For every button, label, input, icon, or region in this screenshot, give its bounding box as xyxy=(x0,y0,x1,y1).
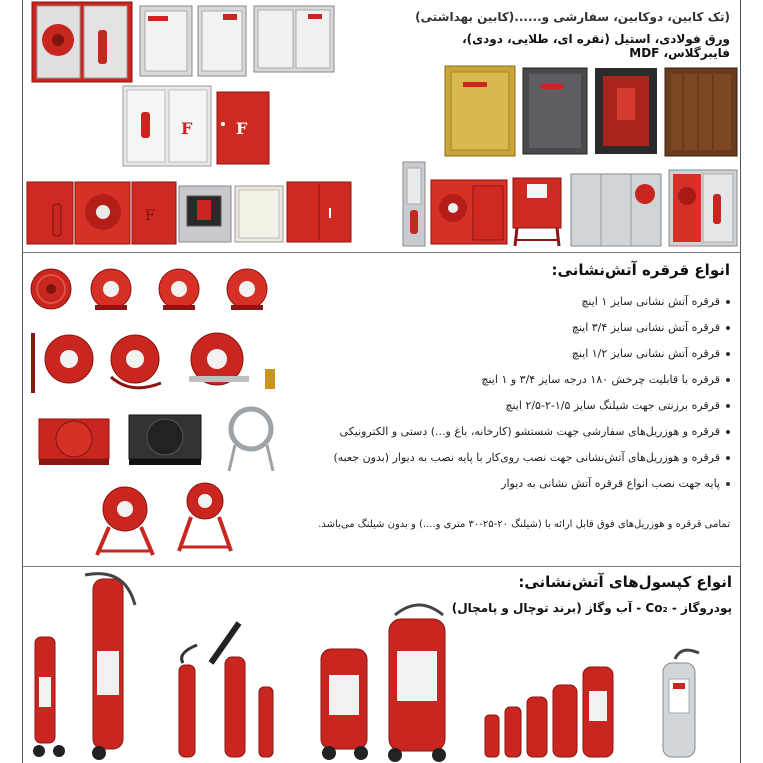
red-cabinet-image xyxy=(217,92,269,164)
portable-reel-stand-image-1 xyxy=(97,487,153,555)
list-item: قرقره آتش نشانی سایز ۱ اینچ xyxy=(310,289,730,315)
stainless-water-gas-extinguisher-image xyxy=(663,650,699,757)
tall-steel-cabinet-image xyxy=(403,162,425,246)
dark-steel-cabinet-image xyxy=(523,68,587,154)
industrial-reel-red-image xyxy=(39,419,109,465)
list-item: پایه جهت نصب انواع قرقره آتش نشانی به دیوار xyxy=(310,471,730,497)
double-cabinet-open-image xyxy=(32,2,132,82)
steel-cabinet-image-2 xyxy=(198,6,246,76)
reel-image-1 xyxy=(31,269,71,309)
swing-reel-image-2 xyxy=(111,335,161,388)
reel-image-4 xyxy=(227,269,267,310)
cabinets-materials-text: ورق فولادی، استیل (نقره ای، طلایی، دودی)، فایبرگلاس، MDF xyxy=(462,32,730,60)
cabinet-images-bottom-left xyxy=(27,178,357,248)
portable-reel-stand-image-2 xyxy=(179,483,231,551)
reel-with-nozzle-image xyxy=(189,333,275,389)
wood-cabinet-image xyxy=(665,68,737,156)
red-double-cabinet-image xyxy=(287,182,351,242)
bullet-dot-icon xyxy=(726,352,730,356)
bullet-dot-icon xyxy=(726,482,730,486)
open-red-cabinet-reel-image xyxy=(27,182,176,244)
extinguisher-images xyxy=(23,567,740,763)
reels-title: انواع قرقره آتش‌نشانی: xyxy=(551,261,730,279)
wheeled-powder-extinguisher-image xyxy=(321,605,446,762)
list-item: قرقره آتش نشانی سایز ۱/۲ اینچ xyxy=(310,341,730,367)
industrial-reel-black-image xyxy=(129,415,201,465)
reels-text-block xyxy=(310,261,730,497)
cabinet-images-top xyxy=(28,0,338,90)
cabinets-description xyxy=(400,10,730,60)
bullet-dot-icon xyxy=(726,326,730,330)
reels-section xyxy=(23,253,740,566)
list-item: قرقره و هوزریل‌های سفارشی جهت شستشو (کارخانه، باغ و...) دستی و الکترونیکی xyxy=(310,419,730,445)
bullet-dot-icon xyxy=(726,404,730,408)
bullet-dot-icon xyxy=(726,378,730,382)
gray-cabinet-window-image xyxy=(179,186,231,242)
cabinet-images-middle xyxy=(121,84,296,169)
svg-text:F: F xyxy=(145,208,155,224)
reel-image-3 xyxy=(159,269,199,310)
extinguishers-title: انواع کپسول‌های آتش‌نشانی: xyxy=(518,573,732,591)
list-item: قرقره برزنتی جهت شیلنگ سایز ۱/۵-۲-۲/۵ اینچ xyxy=(310,393,730,419)
steel-cabinet-image-1 xyxy=(140,6,192,76)
gold-cabinet-image xyxy=(445,66,515,156)
cabinets-section xyxy=(23,0,740,252)
bullet-dot-icon xyxy=(726,300,730,304)
list-item: قرقره و هوزریل‌های آتش‌نشانی جهت نصب روی‌کار با پایه نصب به دیوار (بدون جعبه) xyxy=(310,445,730,471)
red-stand-cabinet-image xyxy=(513,178,561,246)
reel-image-2 xyxy=(91,269,131,310)
red-reel-cabinet-image xyxy=(431,180,507,244)
bullet-dot-icon xyxy=(726,430,730,434)
extinguishers-section xyxy=(23,567,740,763)
white-cabinet-extinguisher-image xyxy=(123,86,211,166)
list-item: قرقره آتش نشانی سایز ۳/۴ اینچ xyxy=(310,315,730,341)
co2-wheeled-extinguisher-image xyxy=(33,574,135,760)
cabinet-images-right-top xyxy=(443,62,743,162)
extinguishers-subtitle: پودروگاز - Co₂ - آب وگاز (برند توچال و پامچال) xyxy=(451,601,732,615)
list-item: قرقره با قابلیت چرخش ۱۸۰ درجه سایز ۳/۴ و ۱ اینچ xyxy=(310,367,730,393)
steel-double-cabinet-image xyxy=(669,170,737,246)
steel-wide-cabinet-image xyxy=(571,174,661,246)
reels-footnote: تمامی قرقره و هوزریل‌های فوق قابل ارائه با (شیلنگ ۲۰-۲۵-۳۰ متری و....) و بدون شیلنگ می‌باشد. xyxy=(318,519,730,530)
steel-stand-reel-image xyxy=(229,409,273,471)
black-frame-cabinet-image xyxy=(595,68,657,154)
reel-images xyxy=(29,259,299,559)
svg-text:F: F xyxy=(236,119,248,138)
reels-list xyxy=(310,289,730,497)
bullet-dot-icon xyxy=(726,456,730,460)
svg-text:F: F xyxy=(181,119,193,138)
co2-extinguisher-group-image xyxy=(179,623,273,757)
swing-reel-image-1 xyxy=(31,333,93,393)
cream-cabinet-image xyxy=(235,186,283,242)
powder-extinguisher-group-image xyxy=(485,667,613,757)
cabinets-types-text: (تک کابین، دوکابین، سفارشی و......(کابین بهداشتی) xyxy=(415,10,730,24)
steel-cabinet-image-3 xyxy=(254,6,334,72)
cabinet-images-right-bottom xyxy=(401,160,741,250)
